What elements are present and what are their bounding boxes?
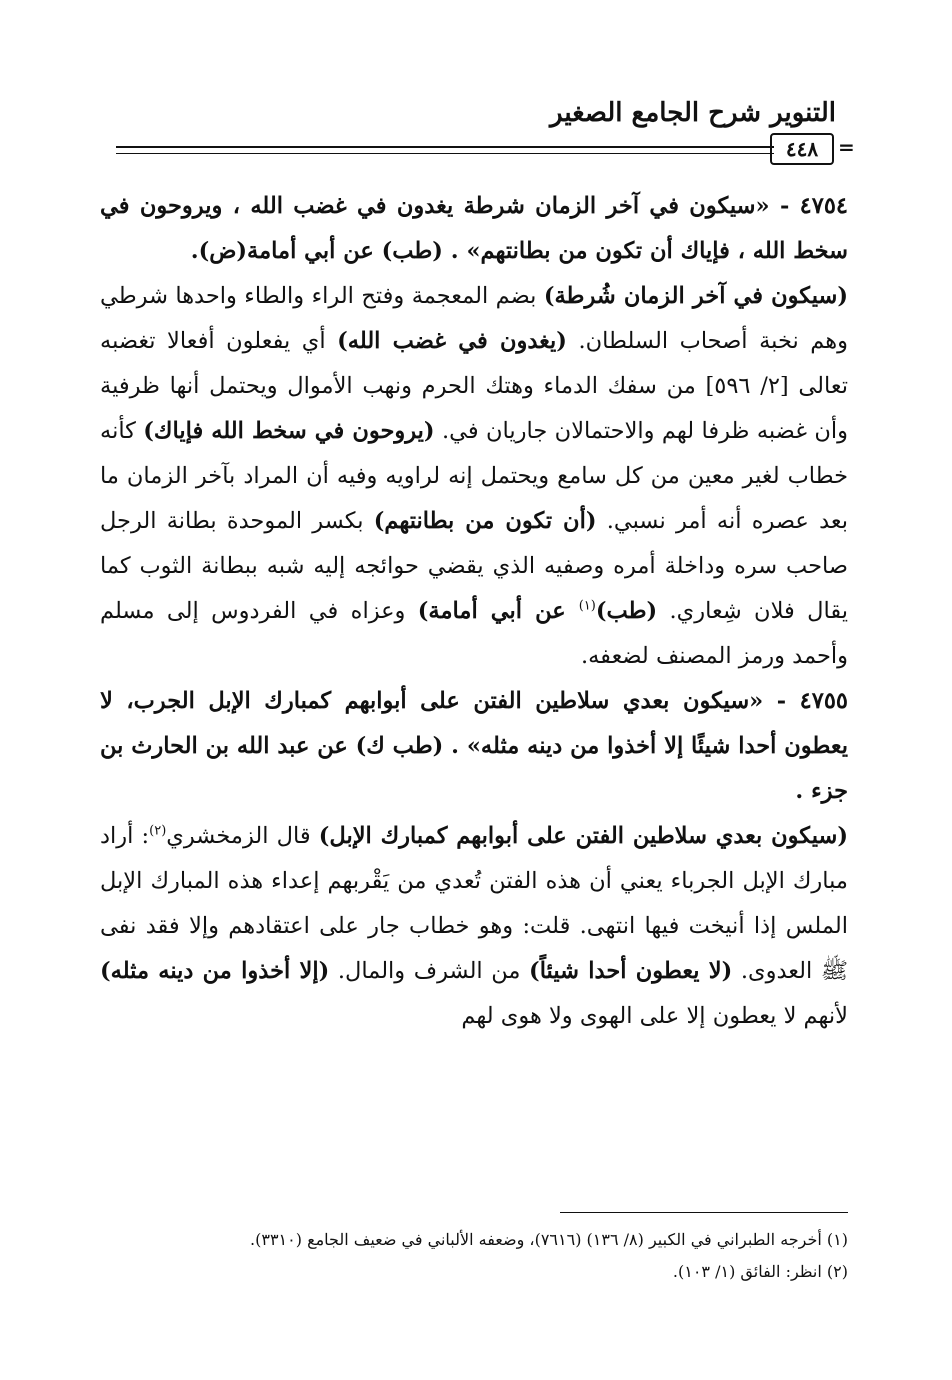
commentary-text: أي يفعلون أفعالا تغضبه تعالى [٢/ ٥٩٦] من سفك الدماء وهتك الحرم ونهب الأموال ويحتمل أنها ظرفية وأن غضبه ظرفا لهم والاحتمالان جاريان في. — [100, 328, 848, 444]
commentary-text: وعزاه في الفردوس إلى مسلم وأحمد ورمز المصنف لضعفه. — [100, 598, 848, 669]
quoted-phrase: عن أبي أمامة) — [417, 598, 579, 624]
quoted-phrase: (يروحون في سخط الله فإياك) — [143, 418, 435, 444]
running-header-title: التنوير شرح الجامع الصغير — [550, 98, 836, 128]
commentary-4755 — [100, 814, 848, 1039]
footnote-1: (١) أخرجه الطبراني في الكبير (٨/ ١٣٦) (٧٦١٦)، وضعفه الألباني في ضعيف الجامع (٣٣١٠). — [250, 1230, 848, 1249]
quoted-phrase: (سيكون في آخر الزمان شُرطة) — [543, 283, 848, 309]
commentary-text: : أراد مبارك الإبل الجرباء يعني أن هذه الفتن تُعدي من يَقْربهم إعداء هذه المبارك الإبل الملس إذا أنيخت فيها انتهى. قلت: وهو خطاب جار على اعتقادهم وإلا فقد نفى ﷺ العدوى. — [100, 823, 849, 984]
hadith-number: ٤٧٥٥ — [799, 688, 848, 714]
commentary-text: قال الزمخشري — [166, 823, 319, 849]
commentary-text: لأنهم لا يعطون إلا على الهوى ولا هوى لهم — [461, 1003, 848, 1029]
quoted-phrase: (أن تكون من بطانتهم) — [373, 508, 597, 534]
commentary-text: بكسر الموحدة بطانة الرجل صاحب سره وداخلة أمره وصفيه الذي يقضي حوائجه إليه شبه ببطانة الثوب كما يقال فلان شِعاري. — [100, 508, 848, 624]
footnote-2: (٢) انظر: الفائق (١/ ١٠٣). — [672, 1262, 848, 1281]
header-rule-thin — [116, 153, 774, 154]
commentary-text: كأنه خطاب لغير معين من كل سامع ويحتمل إنه لراويه وفيه أن المراد بآخر الزمان ما بعد عصره أنه أمر نسبي. — [100, 418, 849, 534]
page-number-mark: = — [838, 135, 855, 159]
hadith-text: - «سيكون في آخر الزمان شرطة يغدون في غضب الله ، ويروحون في سخط الله ، فإياك أن تكون من بطانتهم» . (طب) عن أبي أمامة(ض). — [100, 193, 848, 264]
page-number-box — [770, 133, 834, 165]
hadith-text: - «سيكون بعدي سلاطين الفتن على أبوابهم كمبارك الإبل الجرب، لا يعطون أحدا شيئًا إلا أخذوا من دينه مثله» . (طب ك) عن عبد الله بن الحارث بن جزء . — [100, 688, 848, 804]
source-code: (طب) — [595, 598, 658, 624]
hadith-entry-4754 — [100, 184, 848, 274]
page-body — [100, 184, 848, 1039]
footnote-separator — [560, 1212, 848, 1213]
quoted-phrase: (يغدون في غضب الله) — [337, 328, 567, 354]
footnote-ref-2[interactable]: (٢) — [149, 823, 167, 839]
quoted-phrase: (لا يعطون أحدا شيئاً) — [529, 958, 733, 984]
hadith-entry-4755 — [100, 679, 848, 814]
quoted-phrase: (إلا أخذوا من دينه مثله) — [100, 958, 330, 984]
commentary-text: بضم المعجمة وفتح الراء والطاء واحدها شرطي وهم نخبة أصحاب السلطان. — [100, 283, 848, 354]
commentary-text: من الشرف والمال. — [329, 958, 530, 984]
hadith-number: ٤٧٥٤ — [799, 193, 848, 219]
quoted-phrase: (سيكون بعدي سلاطين الفتن على أبوابهم كمبارك الإبل) — [318, 823, 849, 849]
footnote-ref-1[interactable]: (١) — [578, 598, 596, 614]
commentary-4754 — [100, 274, 848, 679]
header-rule — [116, 146, 774, 148]
page-number: ٤٤٨ — [785, 137, 819, 161]
footnotes — [100, 1224, 848, 1288]
